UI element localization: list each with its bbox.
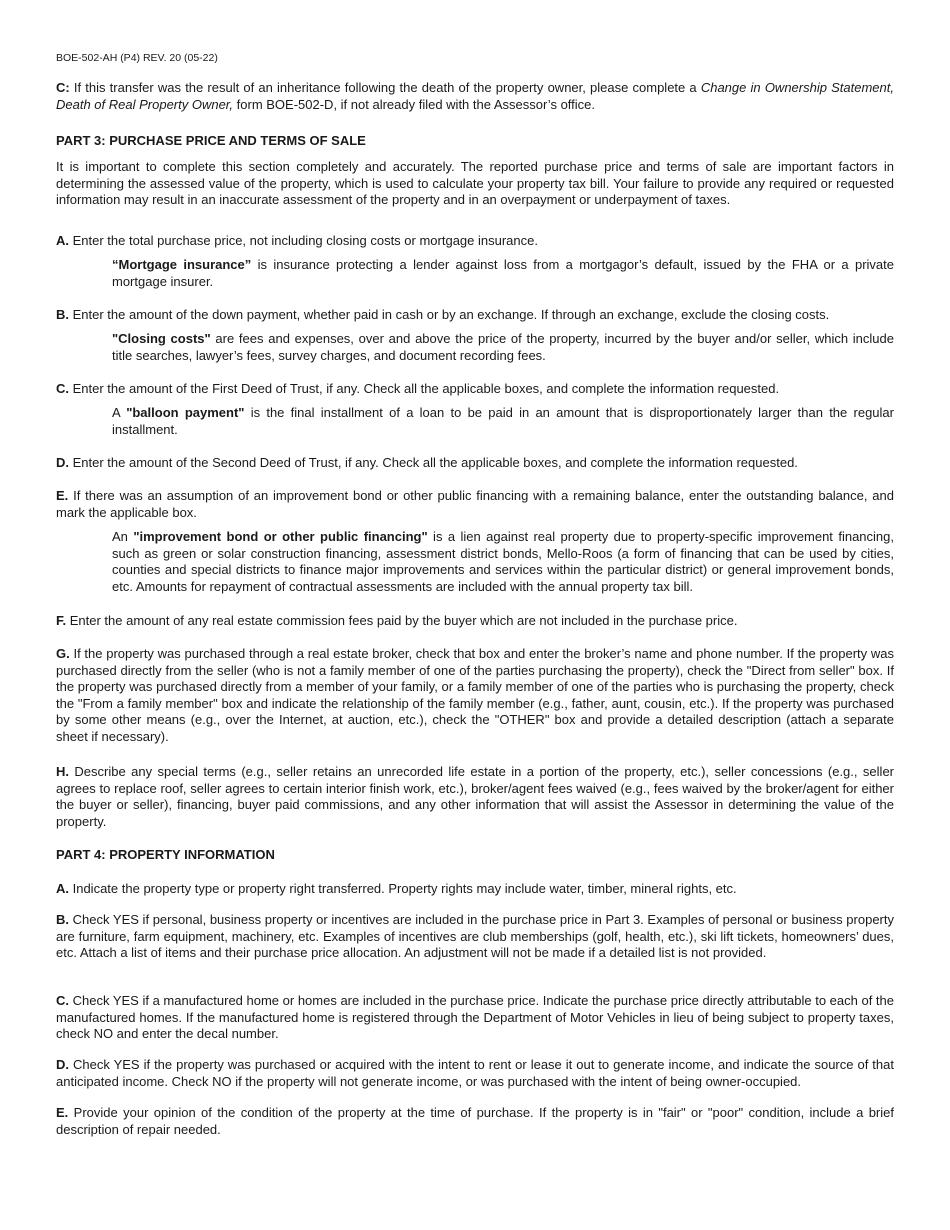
item-text: If the property was purchased through a real estate broker, check that box and enter the broker’s name and phone number. If the property was purchased directly from the seller (who is not a family member of one of the parties purchasing the property), check the "Direct from seller" box. If the property was purchased directly from a member of your family, or a family member of one of the parties who is purchasing the property, check the "From a family member" box and indicate the relationship of the family member (e.g., father, aunt, cousin, etc.). If the property was purchased by some other means (e.g., over the Internet, at auction, etc.), check the "OTHER" box and provide a detailed description (attach a separate sheet if necessary). [56, 646, 894, 744]
part4-item-e [56, 1105, 894, 1138]
part3-heading: PART 3: PURCHASE PRICE AND TERMS OF SALE [56, 133, 366, 148]
part3-item-e [56, 488, 894, 521]
item-text: Provide your opinion of the condition of the property at the time of purchase. If the property is in "fair" or "poor" condition, include a brief description of repair needed. [56, 1105, 894, 1137]
item-text: If there was an assumption of an improvement bond or other public financing with a remaining balance, enter the outstanding balance, and mark the applicable box. [56, 488, 894, 520]
part4-item-c [56, 993, 894, 1043]
item-label: F. [56, 613, 67, 628]
item-text: Enter the amount of the down payment, whether paid in cash or by an exchange. If through an exchange, exclude the closing costs. [69, 307, 830, 322]
item-text: If this transfer was the result of an inheritance following the death of the property owner, please complete a [69, 80, 701, 95]
part4-item-a [56, 881, 894, 898]
definition-improvement-bond [112, 529, 894, 595]
item-label: A. [56, 881, 69, 896]
item-text: Enter the amount of the Second Deed of Trust, if any. Check all the applicable boxes, and complete the information requested. [69, 455, 798, 470]
part4-item-d [56, 1057, 894, 1090]
item-label: G. [56, 646, 70, 661]
part4-heading: PART 4: PROPERTY INFORMATION [56, 847, 275, 862]
part3-item-f [56, 613, 894, 630]
definition-term: "Closing costs" [112, 331, 211, 346]
item-label: C: [56, 80, 70, 95]
item-text: Check YES if the property was purchased or acquired with the intent to rent or lease it out to generate income, and indicate the source of that anticipated income. Check NO if the property will not generate income, or was purchased with the intent of being owner-occupied. [56, 1057, 894, 1089]
part3-item-a [56, 233, 894, 250]
item-text: Describe any special terms (e.g., seller retains an unrecorded life estate in a portion of the property, etc.), seller concessions (e.g., seller agrees to replace roof, seller agrees to certain interior finish work, etc.), broker/agent fees waived (e.g., fees waived by the broker/agent for either the buyer or seller), financing, buyer paid commissions, and any other information that will assist the Assessor in determining the value of the property. [56, 764, 894, 829]
item-label: C. [56, 381, 69, 396]
definition-prefix: A [112, 405, 127, 420]
part4-item-b [56, 912, 894, 962]
item-text: form BOE-502-D, if not already filed with the Assessor’s office. [233, 96, 596, 112]
definition-term: “Mortgage insurance” [112, 257, 252, 272]
part3-item-c [56, 381, 894, 398]
definition-text: are fees and expenses, over and above the price of the property, incurred by the buyer and/or seller, which include title searches, lawyer’s fees, survey charges, and document recording fees. [112, 331, 894, 363]
item-text: Check YES if personal, business property or incentives are included in the purchase price in Part 3. Examples of personal or business property are furniture, farm equipment, machinery, etc. Examples of incentives are club memberships (golf, health, etc.), ski lift tickets, homeowners’ dues, etc. Attach a list of items and their purchase price allocation. An adjustment will not be made if a detailed list is not provided. [56, 912, 894, 961]
definition-text: is the final installment of a loan to be paid in an amount that is disproportionately larger than the regular installment. [112, 405, 894, 437]
definition-mortgage-insurance [112, 257, 894, 290]
part3-item-b [56, 307, 894, 324]
item-label: E. [56, 488, 69, 503]
definition-term: "balloon payment" [126, 405, 245, 420]
item-text: Enter the total purchase price, not including closing costs or mortgage insurance. [69, 233, 538, 248]
item-text: Check YES if a manufactured home or homes are included in the purchase price. Indicate the purchase price directly attributable to each of the manufactured homes. If the manufactured home is registered through the Department of Motor Vehicles in lieu of being subject to property taxes, check NO and enter the decal number. [56, 993, 895, 1042]
part3-item-h [56, 764, 894, 830]
item-label: C. [56, 993, 69, 1008]
definition-text: is insurance protecting a lender against loss from a mortgagor’s default, issued by the FHA or a private mortgage insurer. [112, 257, 894, 289]
item-text: Enter the amount of any real estate commission fees paid by the buyer which are not included in the purchase price. [66, 613, 738, 628]
item-label: B. [56, 912, 69, 927]
part3-item-d [56, 455, 894, 472]
item-text: Enter the amount of the First Deed of Trust, if any. Check all the applicable boxes, and complete the information requested. [69, 381, 780, 396]
form-title-italic: Change in Ownership Statement, Death of Real Property Owner, [56, 80, 894, 112]
form-id: BOE-502-AH (P4) REV. 20 (05-22) [56, 52, 218, 64]
part3-intro: It is important to complete this section completely and accurately. The reported purchase price and terms of sale are important factors in determining the assessed value of the property, which is used to calculate your property tax bill. Your failure to provide any required or requested information may result in an inaccurate assessment of the property and in an overpayment or underpayment of taxes. [56, 159, 894, 208]
item-label: H. [56, 764, 69, 779]
definition-closing-costs [112, 331, 894, 364]
definition-text: is a lien against real property due to property-specific improvement financing, such as green or solar construction financing, assessment district bonds, Mello-Roos (a form of financing that can be used by cities, counties and special districts to finance major improvements and services within the particular district) or general improvement bonds, etc. Amounts for repayment of contractual assessments are included with the annual property tax bill. [112, 529, 894, 594]
part2-c-paragraph [56, 80, 894, 113]
definition-balloon-payment [112, 405, 894, 438]
part3-item-g [56, 646, 894, 746]
item-label: D. [56, 455, 69, 470]
item-label: D. [56, 1057, 69, 1072]
item-label: B. [56, 307, 69, 322]
item-label: A. [56, 233, 69, 248]
item-text: Indicate the property type or property right transferred. Property rights may include water, timber, mineral rights, etc. [69, 881, 737, 896]
item-label: E. [56, 1105, 69, 1120]
definition-term: "improvement bond or other public financing" [133, 529, 428, 544]
definition-prefix: An [112, 529, 134, 544]
